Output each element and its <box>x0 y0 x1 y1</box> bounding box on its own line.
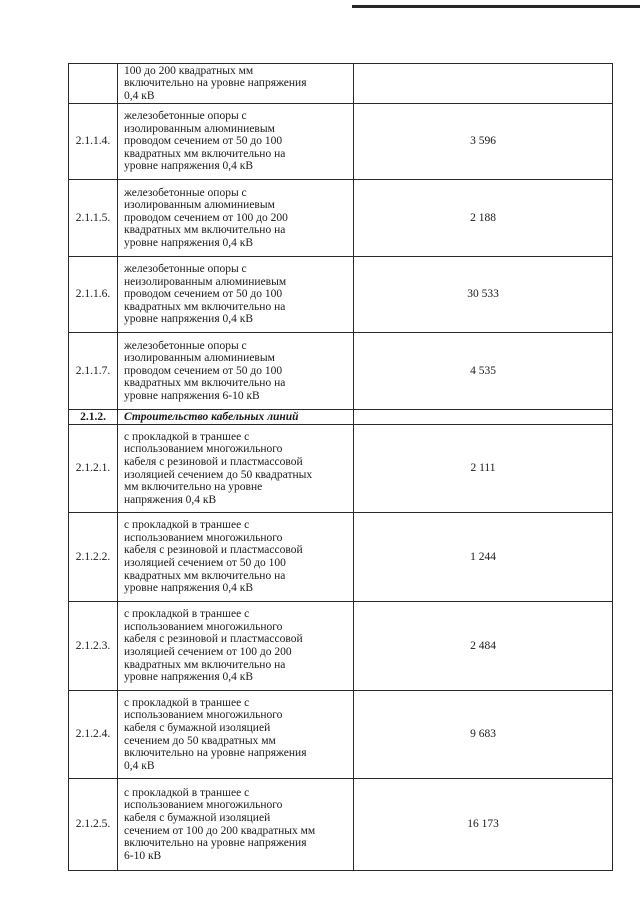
table-row <box>69 333 613 410</box>
row-value: 2 188 <box>354 180 613 257</box>
row-description: с прокладкой в траншее с использованием многожильного кабеля с бумажной изоляцией сечением до 50 квадратных мм включительно на уровне напряжения 0,4 кВ <box>118 691 354 779</box>
row-description: железобетонные опоры с неизолированным алюминиевым проводом сечением от 50 до 100 квадратных мм включительно на уровне напряжения 0,4 кВ <box>118 257 354 333</box>
tariff-table <box>68 63 613 871</box>
row-number: 2.1.1.6. <box>69 257 118 333</box>
row-description: с прокладкой в траншее с использованием многожильного кабеля с резиновой и пластмассовой изоляцией сечением от 100 до 200 квадратных мм включительно на уровне напряжения 0,4 кВ <box>118 602 354 691</box>
table-row <box>69 779 613 871</box>
row-number: 2.1.2.5. <box>69 779 118 871</box>
row-description: железобетонные опоры с изолированным алюминиевым проводом сечением от 50 до 100 квадратных мм включительно на уровне напряжения 6-10 кВ <box>118 333 354 410</box>
row-value: 2 484 <box>354 602 613 691</box>
table-row <box>69 257 613 333</box>
row-description: 100 до 200 квадратных мм включительно на уровне напряжения 0,4 кВ <box>118 64 354 104</box>
row-value: 16 173 <box>354 779 613 871</box>
row-value: 4 535 <box>354 333 613 410</box>
row-number: 2.1.2.3. <box>69 602 118 691</box>
table-row <box>69 64 613 104</box>
row-value: 3 596 <box>354 104 613 180</box>
table-row <box>69 602 613 691</box>
table-row <box>69 691 613 779</box>
row-number: 2.1.1.7. <box>69 333 118 410</box>
row-description: железобетонные опоры с изолированным алюминиевым проводом сечением от 100 до 200 квадратных мм включительно на уровне напряжения 0,4 кВ <box>118 180 354 257</box>
row-number: 2.1.2.4. <box>69 691 118 779</box>
table-row <box>69 180 613 257</box>
row-value: 30 533 <box>354 257 613 333</box>
section-title: Строительство кабельных линий <box>118 410 354 425</box>
row-description: с прокладкой в траншее с использованием многожильного кабеля с бумажной изоляцией сечением от 100 до 200 квадратных мм включительно на уровне напряжения 6-10 кВ <box>118 779 354 871</box>
table-row <box>69 104 613 180</box>
row-value: 9 683 <box>354 691 613 779</box>
section-number: 2.1.2. <box>69 410 118 425</box>
table-row <box>69 425 613 513</box>
row-description: железобетонные опоры с изолированным алюминиевым проводом сечением от 50 до 100 квадратных мм включительно на уровне напряжения 0,4 кВ <box>118 104 354 180</box>
section-value <box>354 410 613 425</box>
section-header-row <box>69 410 613 425</box>
row-value <box>354 64 613 104</box>
row-number: 2.1.1.4. <box>69 104 118 180</box>
scan-edge-mark <box>352 5 640 8</box>
row-number: 2.1.2.1. <box>69 425 118 513</box>
table-row <box>69 513 613 602</box>
row-value: 1 244 <box>354 513 613 602</box>
row-description: с прокладкой в траншее с использованием многожильного кабеля с резиновой и пластмассовой изоляцией сечением до 50 квадратных мм включительно на уровне напряжения 0,4 кВ <box>118 425 354 513</box>
row-number: 2.1.1.5. <box>69 180 118 257</box>
row-value: 2 111 <box>354 425 613 513</box>
row-number <box>69 64 118 104</box>
row-number: 2.1.2.2. <box>69 513 118 602</box>
row-description: с прокладкой в траншее с использованием многожильного кабеля с резиновой и пластмассовой изоляцией сечением от 50 до 100 квадратных мм включительно на уровне напряжения 0,4 кВ <box>118 513 354 602</box>
